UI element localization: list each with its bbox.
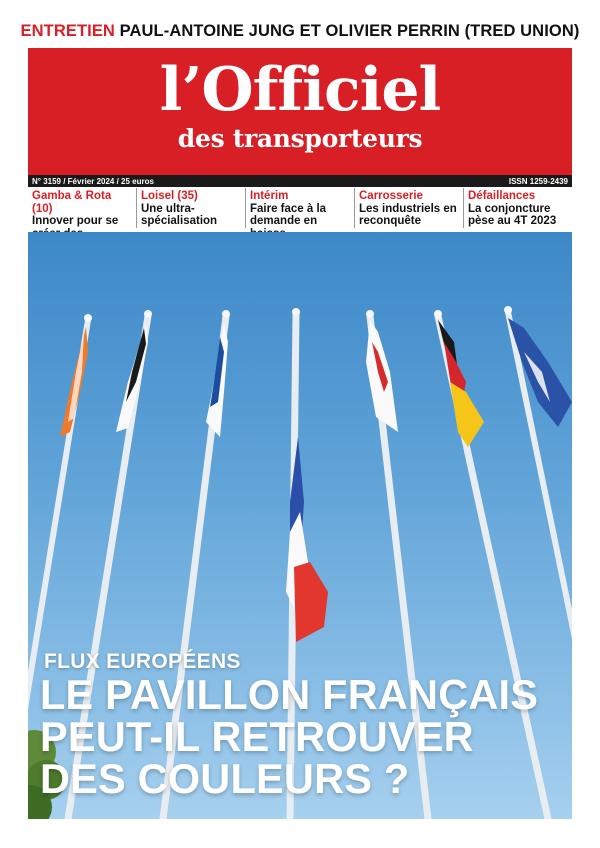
teaser-heading: Défaillances bbox=[468, 190, 536, 202]
teaser-item bbox=[246, 188, 355, 228]
masthead bbox=[28, 48, 572, 175]
teaser-heading: Carrosserie bbox=[359, 190, 423, 202]
teaser-heading: Intérim bbox=[250, 190, 289, 202]
teaser-text: Faire face à la demande en bbox=[250, 202, 327, 227]
teaser-item bbox=[464, 188, 572, 228]
headline-line: PEUT-IL RETROUVER bbox=[40, 713, 474, 760]
issn: ISSN 1259-2439 bbox=[508, 176, 568, 186]
flag-5 bbox=[366, 320, 398, 432]
teaser-text: La conjoncture pèse au 4T 2023 bbox=[468, 202, 557, 227]
interview-title: PAUL-ANTOINE JUNG ET OLIVIER PERRIN (TRED UNION) bbox=[119, 22, 580, 40]
cover-story-headline bbox=[40, 671, 570, 802]
issue-number: N° 3159 / Février 2024 / 25 euros bbox=[32, 176, 154, 186]
teaser-row bbox=[28, 188, 572, 228]
flag-3 bbox=[206, 324, 228, 437]
headline-line: DES COULEURS ? bbox=[40, 755, 410, 802]
interview-kicker: ENTRETIEN bbox=[20, 22, 115, 40]
teaser-item bbox=[137, 188, 246, 228]
magazine-logo-subtitle: des transporteurs bbox=[177, 124, 423, 153]
teaser-text: Une ultra-spécialisation bbox=[141, 202, 218, 227]
flag-6 bbox=[438, 320, 484, 447]
teaser-text: Innover pour se bbox=[32, 215, 119, 227]
teaser-heading: Loisel (35) bbox=[141, 190, 198, 202]
teaser-heading: Gamba & Rota (10) bbox=[32, 190, 112, 215]
teaser-text: Les industriels en reconquête bbox=[359, 202, 457, 227]
magazine-logo: l’Officiel bbox=[159, 55, 441, 125]
cover-top-line bbox=[0, 22, 600, 41]
teaser-item bbox=[355, 188, 464, 228]
issue-info-bar bbox=[28, 175, 572, 187]
headline-line: LE PAVILLON FRANÇAIS bbox=[40, 671, 539, 718]
cover-story-kicker: FLUX EUROPÉENS bbox=[44, 650, 241, 673]
teaser-item bbox=[28, 188, 137, 228]
